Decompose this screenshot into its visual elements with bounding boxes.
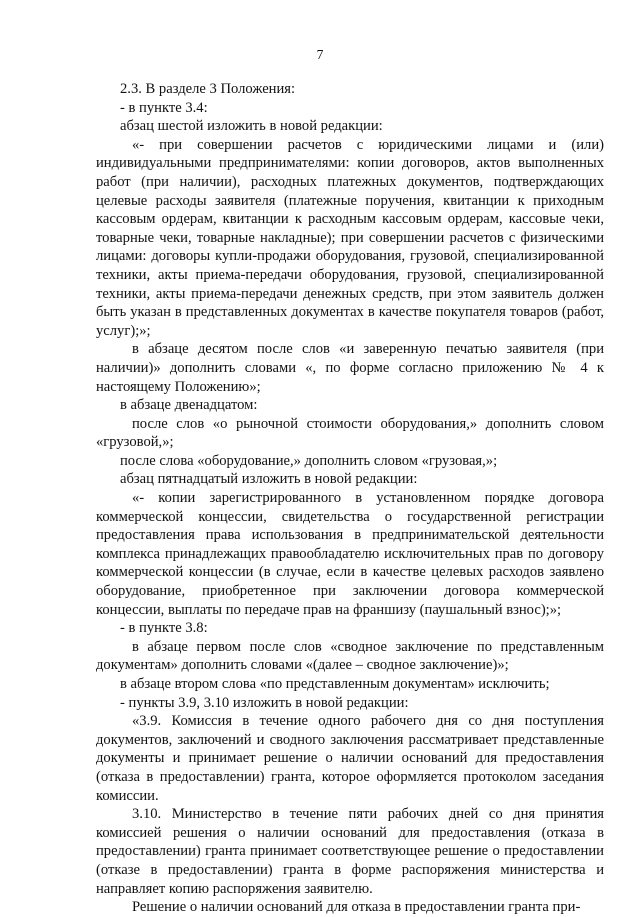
paragraph-item-3-10-text: 3.10. Министерство в течение пяти рабочих дней со дня принятия комиссией решения о наличии оснований для предоставления (отказа в предоставлении) гранта принимает соответствующее решение о предоставлении (отказе в предоставлении) гранта в форме распоряжения министерства и направляет копию распоряжения заявителю. xyxy=(96,806,604,897)
paragraph-abzac-pyatnadtsatyy-text: «- копии зарегистрированного в установленном порядке договора коммерческой концессии, свидетельства о государственной регистрации предоставления права использования в предпринимательской деятельности комплекса принадлежащих правообладателю исключительных прав по договору коммерческой концессии (в случае, если в качестве целевых расходов заявлено оборудование, приобретенное при заключении договора коммерческой концессии, выплаты по передаче прав на франшизу (паушальный взнос);»; xyxy=(96,490,604,618)
paragraph-final-cut: Решение о наличии оснований для отказа в предоставлении гранта при- xyxy=(132,899,581,916)
paragraph-abzac-shestoy-text: «- при совершении расчетов с юридическими лицами и (или) индивидуальными предпринимателями: копии договоров, актов выполненных работ (при наличии), расходных платежных документов, подтверждающих целевые расходы заявителя (платежные поручения, квитанции к приходным кассовым ордерам, квитанции к расходным кассовым ордерам, кассовые чеки, товарные чеки, товарные накладные); при совершении расчетов с физическими лицами: договоры купли-продажи оборудования, грузовой, специализированной техники, акты приема-передачи оборудования, грузовой, специализированной техники, акты приема-передачи денежных средств, при этом заявитель должен быть указан в представленных документах в качестве покупателя товаров (работ, услуг);»; xyxy=(96,136,604,339)
paragraph-abzac-shestoy-intro: абзац шестой изложить в новой редакции: xyxy=(120,118,383,135)
paragraph-abzac-dvenadtsatyy: в абзаце двенадцатом: xyxy=(120,397,258,414)
paragraph-item-3-4: - в пункте 3.4: xyxy=(120,99,208,116)
page-number: 7 xyxy=(316,47,324,62)
document-body xyxy=(96,80,604,917)
paragraph-abzac-pyatnadtsatyy-intro: абзац пятнадцатый изложить в новой редакции: xyxy=(120,471,418,488)
paragraph-after-word-2: после слова «оборудование,» дополнить словом «грузовая,»; xyxy=(120,452,498,469)
paragraph-items-3-9-3-10: - пункты 3.9, 3.10 изложить в новой редакции: xyxy=(120,694,409,711)
paragraph-after-words-1: после слов «о рыночной стоимости оборудования,» дополнить словом «грузовой,»; xyxy=(96,415,604,451)
paragraph-abzac-desyatyy: в абзаце десятом после слов «и заверенную печатью заявителя (при наличии)» дополнить словами «, по форме согласно приложению № 4 к настоящему Положению»; xyxy=(96,341,604,395)
paragraph-item-3-8: - в пункте 3.8: xyxy=(120,620,208,637)
paragraph-section-2-3: 2.3. В разделе 3 Положения: xyxy=(120,81,296,97)
paragraph-abzac-vtoroy: в абзаце втором слова «по представленным документам» исключить; xyxy=(120,676,550,692)
paragraph-abzac-pervyy: в абзаце первом после слов «сводное заключение по представленным документам» дополнить словами «(далее – сводное заключение)»; xyxy=(96,638,604,674)
paragraph-item-3-9-text: «3.9. Комиссия в течение одного рабочего дня со дня поступления документов, заключений и сводного заключения рассматривает представленные документы и принимает решение о наличии оснований для предоставления (отказа в предоставлении) гранта, которое оформляется протоколом заседания комиссии. xyxy=(96,713,604,804)
